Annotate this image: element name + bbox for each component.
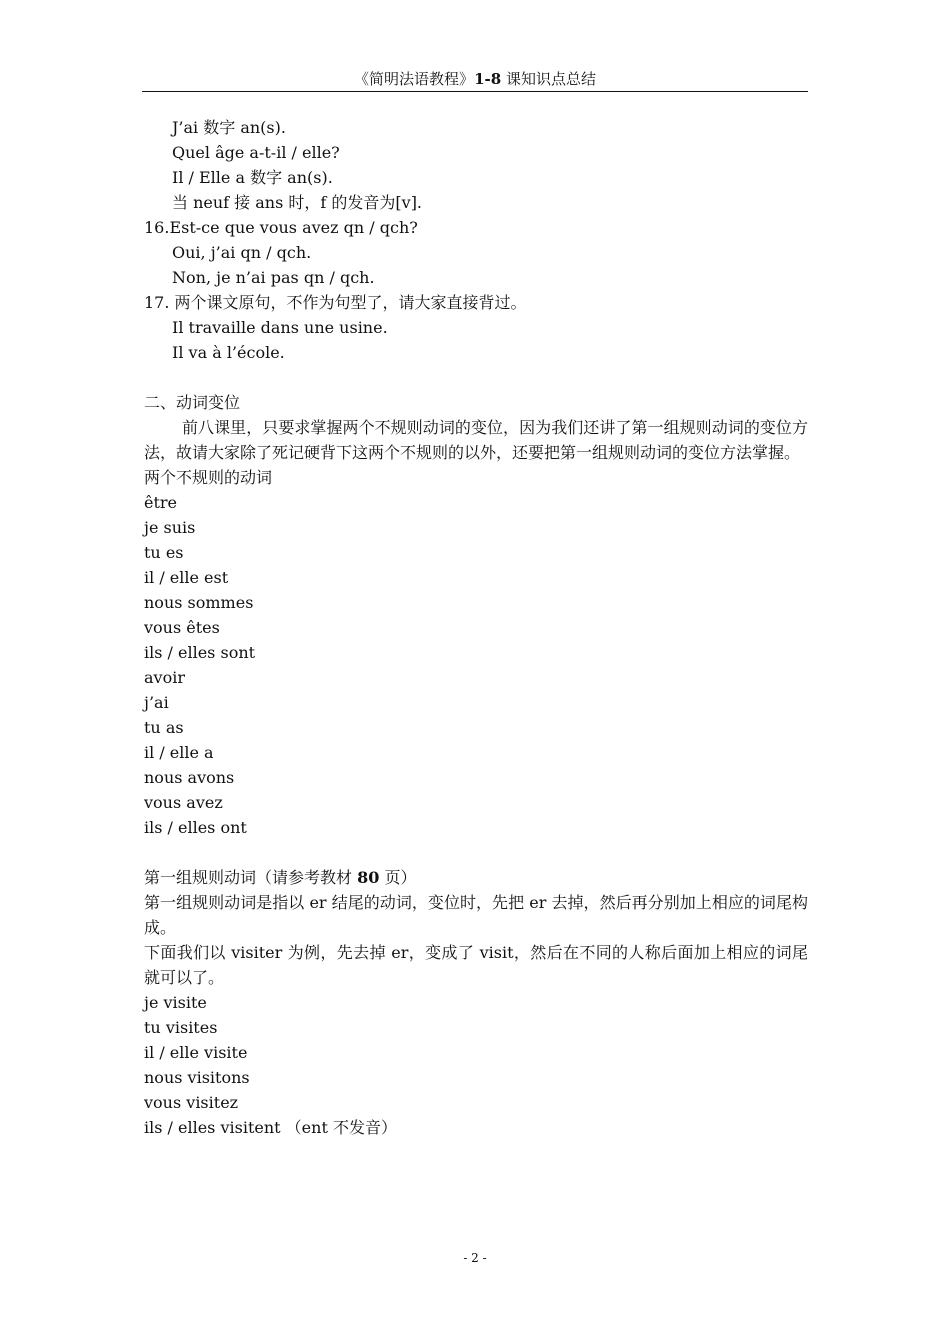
blank-line: [144, 365, 808, 390]
group1-paragraph-2: 下面我们以 visiter 为例，先去掉 er，变成了 visit，然后在不同的人称后面加上相应的词尾就可以了。: [144, 943, 808, 987]
blank-line: [144, 840, 808, 865]
avoir-form: ils / elles ont: [144, 818, 247, 837]
etre-form: il / elle est: [144, 568, 229, 587]
section15-line: Il / Elle a 数字 an(s).: [172, 168, 333, 187]
avoir-form: tu as: [144, 718, 184, 737]
item17-intro-line: [144, 290, 808, 315]
avoir-form: vous avez: [144, 793, 223, 812]
etre-infinitive: être: [144, 493, 178, 512]
group1-heading-page: 80: [357, 868, 380, 887]
section2-paragraph: 前八课里，只要求掌握两个不规则动词的变位，因为我们还讲了第一组规则动词的变位方法，故请大家除了死记硬背下这两个不规则的以外，还要把第一组规则动词的变位方法掌握。: [144, 418, 808, 462]
page-number: - 2 -: [463, 1251, 487, 1265]
header-title-suffix: 课知识点总结: [501, 70, 596, 88]
header-divider: [142, 91, 808, 92]
irregular-verbs-heading: 两个不规则的动词: [144, 468, 273, 487]
item17-sentence: Il travaille dans une usine.: [172, 318, 388, 337]
item17-number: 17.: [144, 293, 170, 312]
visiter-form: je visite: [144, 993, 207, 1012]
etre-form: ils / elles sont: [144, 643, 256, 662]
etre-form: nous sommes: [144, 593, 254, 612]
page-content: [144, 115, 808, 1140]
visiter-form: nous visitons: [144, 1068, 250, 1087]
group1-paragraph-1: 第一组规则动词是指以 er 结尾的动词，变位时，先把 er 去掉，然后再分别加上相应的词尾构成。: [144, 893, 808, 937]
group1-heading-suffix: 页）: [379, 868, 417, 887]
section2-heading: 二、动词变位: [144, 393, 241, 412]
item16-answer: Non, je n’ai pas qn / qch.: [172, 268, 375, 287]
section15-line: Quel âge a-t-il / elle?: [172, 143, 340, 162]
section15-line: 当 neuf 接 ans 时，f 的发音为[v].: [172, 193, 423, 212]
visiter-form: ils / elles visitent （ent 不发音）: [144, 1118, 397, 1137]
avoir-form: j’ai: [144, 693, 169, 712]
item17-intro: 两个课文原句，不作为句型了，请大家直接背过。: [169, 293, 527, 312]
section15-line: J’ai 数字 an(s).: [172, 118, 286, 137]
etre-form: vous êtes: [144, 618, 220, 637]
item17-sentence: Il va à l’école.: [172, 343, 285, 362]
visiter-form: vous visitez: [144, 1093, 239, 1112]
group1-heading-prefix: 第一组规则动词（请参考教材: [144, 868, 358, 887]
avoir-form: il / elle a: [144, 743, 214, 762]
header-title-bold: 1-8: [474, 70, 502, 88]
avoir-infinitive: avoir: [144, 668, 185, 687]
item16-question: Est-ce que vous avez qn / qch?: [169, 218, 418, 237]
page-header: [142, 68, 808, 90]
item16-number: 16.: [144, 218, 170, 237]
group1-heading: [144, 865, 808, 890]
item16-answer: Oui, j’ai qn / qch.: [172, 243, 312, 262]
etre-form: tu es: [144, 543, 184, 562]
item16-question-line: [144, 215, 808, 240]
etre-form: je suis: [144, 518, 196, 537]
visiter-form: tu visites: [144, 1018, 218, 1037]
avoir-form: nous avons: [144, 768, 235, 787]
visiter-form: il / elle visite: [144, 1043, 248, 1062]
header-title-prefix: 《简明法语教程》: [354, 70, 475, 88]
